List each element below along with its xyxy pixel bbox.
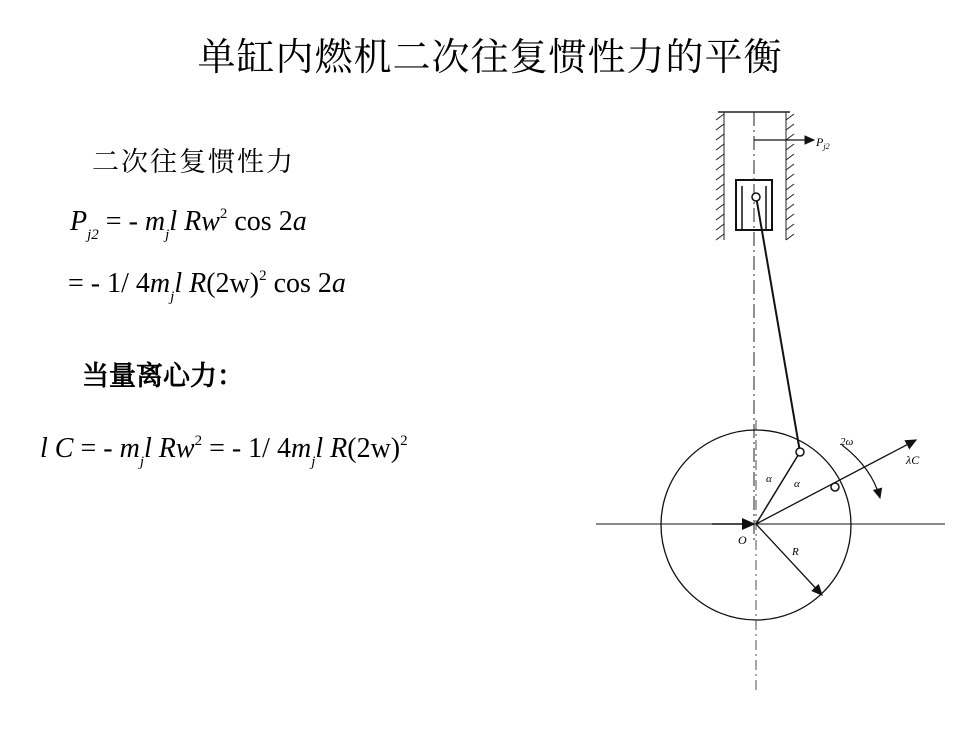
eq2-m-sub: j — [170, 288, 175, 305]
eq3-l2: l — [144, 433, 152, 464]
eq1-equals: = - — [98, 206, 145, 237]
eq3-pow-2: 2 — [400, 432, 408, 449]
eq2-pow: 2 — [259, 267, 267, 284]
eq1-pow: 2 — [219, 205, 228, 222]
eq3-m-sub: j — [139, 453, 144, 470]
centrifugal-force-arrow — [756, 440, 916, 524]
eq3-equals-1: = - — [73, 433, 120, 464]
eq3-C: C — [47, 433, 74, 464]
eq1-m: m — [144, 206, 166, 237]
eq1-P-sub: j2 — [87, 226, 99, 243]
eq2-m: m — [149, 268, 171, 299]
section-heading: 当量离心力： — [82, 361, 244, 392]
crank-mechanism-diagram — [590, 100, 950, 700]
eq2-prefix: = - 1/ 4 — [68, 268, 150, 299]
origin-label: O — [738, 533, 747, 547]
radius-label: R — [792, 546, 799, 558]
eq3-m: m — [119, 433, 140, 464]
omega-label: 2ω — [840, 436, 854, 448]
rotation-arrow — [842, 445, 880, 498]
radius-arrow — [756, 524, 822, 595]
equivalent-mass-point — [831, 483, 839, 491]
eq1-a: a — [292, 206, 307, 237]
eq3-equals-2: = - 1/ 4 — [202, 433, 291, 464]
alpha-label-2: α — [794, 478, 800, 490]
subtitle: 二次往复惯性力 — [92, 147, 295, 178]
equation-1 — [70, 206, 307, 242]
eq1-Rw: Rw — [177, 206, 220, 237]
force-label: $P_{j2}$ — [816, 135, 830, 151]
equation-3 — [40, 433, 408, 469]
eq3-pow-1: 2 — [194, 432, 203, 449]
eq2-R: R — [182, 268, 207, 299]
eq3-R: R — [323, 433, 348, 464]
eq1-m-sub: j — [165, 226, 170, 243]
eq1-P: P — [70, 206, 88, 237]
page-title: 单缸内燃机二次往复惯性力的平衡 — [197, 35, 783, 79]
cylinder-hatching-right — [786, 112, 794, 240]
eq3-l3: l — [315, 433, 324, 464]
eq1-cos: cos 2 — [227, 206, 293, 237]
cylinder-hatching-left — [716, 112, 724, 240]
eq2-l: l — [174, 268, 183, 299]
eq2-a: a — [331, 268, 346, 299]
crank-pin — [796, 448, 804, 456]
piston-pin — [752, 193, 760, 201]
lc-label: λC — [906, 453, 920, 467]
eq3-m2: m — [290, 433, 312, 464]
eq2-cos: cos 2 — [266, 268, 332, 299]
alpha-label-1: α — [766, 473, 772, 485]
eq2-paren: (2w) — [206, 268, 260, 299]
eq3-m2-sub: j — [311, 453, 316, 470]
eq3-paren: (2w) — [347, 433, 401, 464]
eq3-Rw: Rw — [151, 433, 195, 464]
eq1-l: l — [169, 206, 178, 237]
eq3-l: l — [40, 433, 48, 464]
equation-2 — [68, 268, 346, 304]
